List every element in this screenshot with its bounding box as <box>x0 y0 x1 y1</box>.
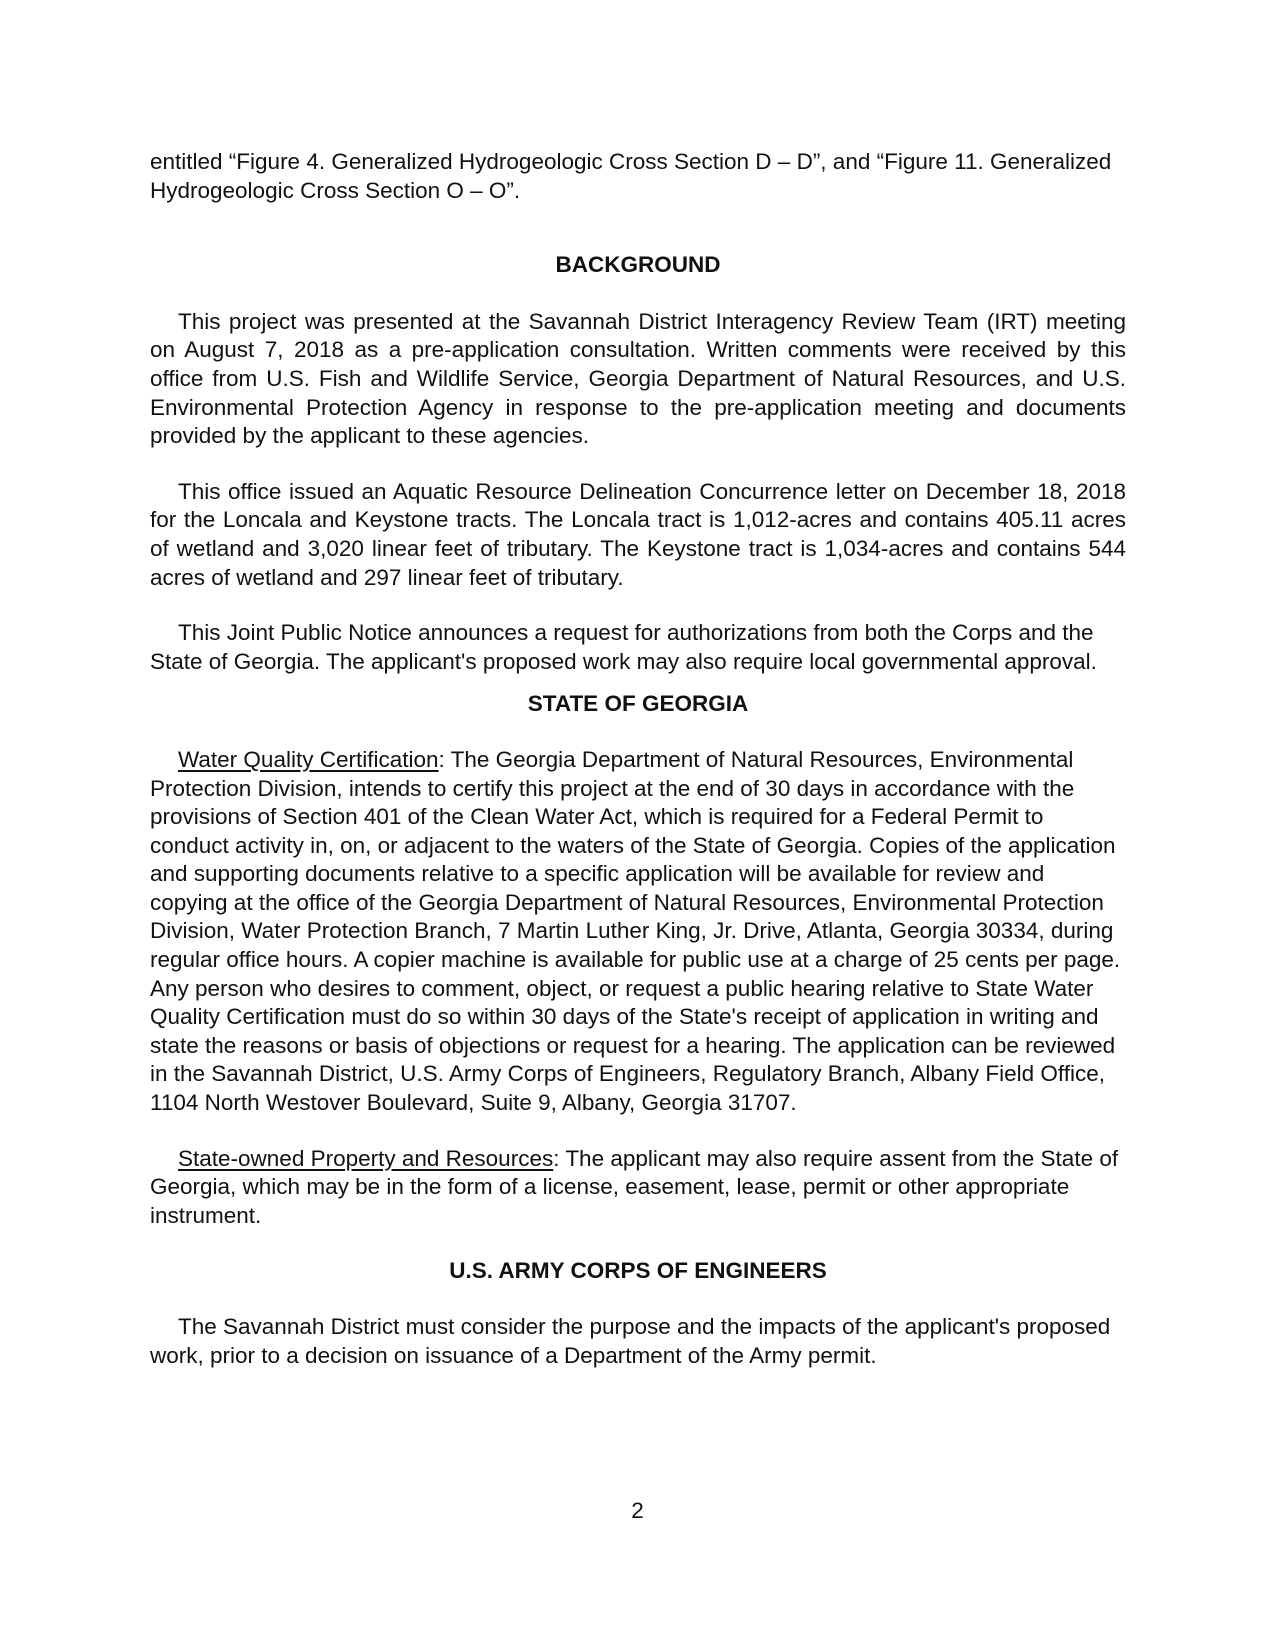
page-number: 2 <box>631 1498 644 1523</box>
background-heading: BACKGROUND <box>555 252 721 278</box>
background-paragraph-1: This project was presented at the Savannah District Interagency Review Team (IRT) meeting on August 7, 2018 as a pre-application consultation. Written comments were received by this office from U.S. Fish and Wildlife Service, Georgia Department of Natural Resources, and U.S. Environmental Protection Agency in response to the pre-application meeting and documents provided by the applicant to these agencies. <box>150 308 1126 449</box>
background-paragraph-2: This office issued an Aquatic Resource Delineation Concurrence letter on December 18, 2018 for the Loncala and Keystone tracts. The Loncala tract is 1,012-acres and contains 405.11 acres of wetland and 3,020 linear feet of tributary. The Keystone tract is 1,034-acres and contains 544 acres of wetland and 297 linear feet of tributary. <box>150 478 1126 590</box>
state-of-georgia-heading: STATE OF GEORGIA <box>527 691 749 717</box>
water-quality-certification-label: Water Quality Certification <box>178 746 439 772</box>
water-quality-certification-paragraph <box>150 746 1126 1118</box>
state-owned-property-label: State-owned Property and Resources <box>178 1145 554 1171</box>
water-quality-certification-text: : The Georgia Department of Natural Resources, Environmental Protection Division, intends to certify this project at the end of 30 days in accordance with the provisions of Section 401 of the Clean Water Act, which is required for a Federal Permit to conduct activity in, on, or adjacent to the waters of the State of Georgia. Copies of the application and supporting documents relative to a specific application will be available for review and copying at the office of the Georgia Department of Natural Resources, Environmental Protection Division, Water Protection Branch, 7 Martin Luther King, Jr. Drive, Atlanta, Georgia 30334, during regular office hours. A copier machine is available for public use at a charge of 25 cents per page. Any person who desires to comment, object, or request a public hearing relative to State Water Quality Certification must do so within 30 days of the State's receipt of application in writing and state the reasons or basis of objections or request for a hearing. The application can be reviewed in the Savannah District, U.S. Army Corps of Engineers, Regulatory Branch, Albany Field Office, 1104 North Westover Boulevard, Suite 9, Albany, Georgia 31707. <box>150 746 1121 1116</box>
document-page <box>150 148 1126 1370</box>
intro-continuation: entitled “Figure 4. Generalized Hydrogeologic Cross Section D – D”, and “Figure 11. Generalized Hydrogeologic Cross Section O – O”. <box>150 149 1112 203</box>
background-paragraph-3: This Joint Public Notice announces a request for authorizations from both the Corps and the State of Georgia. The applicant's proposed work may also require local governmental approval. <box>150 620 1097 674</box>
usace-heading: U.S. ARMY CORPS OF ENGINEERS <box>449 1258 827 1284</box>
state-owned-property-text: : The applicant may also require assent from the State of Georgia, which may be in the form of a license, easement, lease, permit or other appropriate instrument. <box>150 1145 1119 1228</box>
state-owned-property-paragraph <box>150 1145 1126 1231</box>
usace-paragraph-1: The Savannah District must consider the purpose and the impacts of the applicant's proposed work, prior to a decision on issuance of a Department of the Army permit. <box>150 1314 1111 1368</box>
